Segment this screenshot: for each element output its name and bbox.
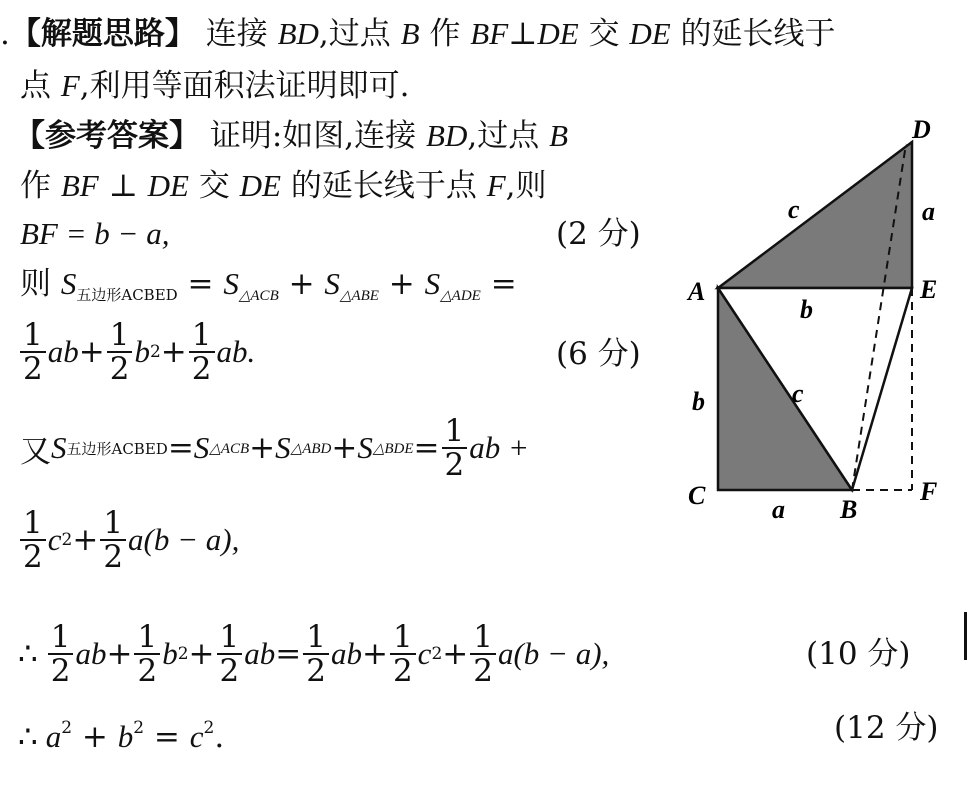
perp-symbol: ⊥ <box>98 168 148 204</box>
fraction-half <box>217 621 243 687</box>
exponent: 2 <box>133 718 145 738</box>
text: . <box>214 719 225 755</box>
numerator: 1 <box>100 507 126 541</box>
numerator: 1 <box>470 621 496 655</box>
fraction-half <box>107 319 133 385</box>
subscript: △ADE <box>440 288 481 304</box>
label-e: E <box>920 275 938 304</box>
text: 则 <box>20 266 61 302</box>
numerator: 1 <box>303 621 329 655</box>
fraction-half <box>134 621 160 687</box>
text: 交 <box>188 168 240 204</box>
area-equation-1 <box>20 264 517 316</box>
point-b: B <box>400 16 420 51</box>
text: ,利用等面积法证明即可. <box>79 68 410 104</box>
area-equation-2 <box>20 408 529 488</box>
term: b <box>134 334 150 369</box>
term: ab <box>47 334 79 369</box>
denominator: 2 <box>50 653 71 689</box>
subscript: 五边形ACBED <box>76 286 178 304</box>
line-prefix: . <box>0 16 10 52</box>
side-c-mid: c <box>792 379 804 408</box>
triangle-aed <box>718 142 912 288</box>
numerator: 1 <box>189 319 215 353</box>
text: 的延长线于 <box>670 16 836 52</box>
denominator: 2 <box>103 539 124 575</box>
denominator: 2 <box>306 653 326 689</box>
score-12: (12 分) <box>834 710 939 746</box>
denominator: 2 <box>191 351 212 387</box>
area-symbol: S <box>357 430 373 465</box>
text: + <box>361 636 388 672</box>
perp-symbol: ⊥ <box>508 16 538 52</box>
segment-de: DE <box>629 16 671 51</box>
fraction-half <box>48 621 74 687</box>
fraction-half <box>189 319 215 385</box>
numerator: 1 <box>390 621 416 655</box>
text: + <box>78 334 105 370</box>
text: = <box>480 266 517 302</box>
numerator: 1 <box>20 319 46 353</box>
term: c <box>189 719 204 754</box>
area-equation-2-cont <box>18 500 239 580</box>
fraction-half <box>303 621 329 687</box>
numerator: 1 <box>217 621 243 655</box>
subscript: △ACB <box>209 440 250 457</box>
text: + <box>72 522 99 558</box>
thinking-line-2 <box>20 66 410 106</box>
point-f: F <box>60 68 80 103</box>
text: + <box>442 636 469 672</box>
exponent: 2 <box>177 644 189 664</box>
text: = <box>275 636 302 672</box>
text: 点 <box>20 68 61 104</box>
segment-bf: BF <box>470 16 509 51</box>
therefore-symbol: ∴ <box>18 636 38 672</box>
thinking-heading: 【解题思路】 <box>9 16 196 52</box>
fraction-half <box>20 507 46 573</box>
side-c-top: c <box>788 195 800 224</box>
text: + <box>278 266 325 302</box>
segment-bf: BF <box>60 168 99 203</box>
denominator: 2 <box>137 653 158 689</box>
side-b-left: b <box>692 387 705 416</box>
label-b: B <box>840 495 858 524</box>
area-symbol: S <box>193 430 210 465</box>
text: = <box>413 430 440 466</box>
denominator: 2 <box>219 653 240 689</box>
subscript: △ACB <box>238 288 279 304</box>
exponent: 2 <box>61 530 73 550</box>
term: ab. <box>216 334 256 369</box>
segment-bd: BD <box>277 16 319 51</box>
text: + <box>378 266 425 302</box>
term: c <box>417 636 432 671</box>
numerator: 1 <box>107 319 133 353</box>
point-f: F <box>486 168 506 203</box>
text: + <box>160 334 187 370</box>
answer-line-3 <box>14 116 568 156</box>
denominator: 2 <box>109 351 130 387</box>
equation-bf: BF = b − a, <box>20 216 170 251</box>
denominator: 2 <box>23 351 43 387</box>
area-symbol: S <box>51 430 67 465</box>
term: ab <box>330 636 362 671</box>
side-a-bottom: a <box>772 495 785 524</box>
denominator: 2 <box>473 653 493 689</box>
text: = <box>144 719 190 755</box>
therefore-symbol: ∴ <box>18 719 38 755</box>
area-symbol: S <box>424 266 441 301</box>
exponent: 2 <box>61 718 73 738</box>
fraction-half <box>100 507 126 573</box>
fraction-half <box>470 621 496 687</box>
term: ab <box>244 636 276 671</box>
area-equation-1-rhs <box>18 312 255 392</box>
segment-bd: BD <box>426 118 468 153</box>
text: + <box>72 719 118 755</box>
side-a-right: a <box>922 197 935 226</box>
term: a(b − a), <box>497 636 610 671</box>
numerator: 1 <box>134 621 160 655</box>
subscript: 五边形ACBED <box>66 439 168 458</box>
text: + <box>331 430 358 466</box>
label-a: A <box>688 277 706 306</box>
score-6: (6 分) <box>556 336 641 372</box>
area-symbol: S <box>223 266 239 301</box>
denominator: 2 <box>444 447 465 483</box>
point-b: B <box>549 118 568 153</box>
area-symbol: S <box>60 266 77 301</box>
text: 作 <box>419 16 471 52</box>
term: c <box>47 522 62 557</box>
term: ab + <box>469 430 529 465</box>
numerator: 1 <box>20 507 46 541</box>
combined-equation <box>18 614 609 694</box>
label-d: D <box>912 115 931 144</box>
final-equation <box>18 708 224 757</box>
text: 交 <box>578 16 630 52</box>
text: 的延长线于点 <box>280 168 487 204</box>
exponent: 2 <box>149 342 161 362</box>
fraction-half <box>442 415 468 481</box>
area-symbol: S <box>324 266 340 301</box>
text: ,过点 <box>318 16 401 52</box>
subscript: △ABD <box>290 440 332 457</box>
numerator: 1 <box>48 621 74 655</box>
answer-line-4 <box>20 166 547 206</box>
denominator: 2 <box>392 653 413 689</box>
geometry-diagram <box>680 110 970 530</box>
margin-bar <box>964 612 967 660</box>
term: a(b − a), <box>128 522 240 557</box>
text: = <box>177 266 224 302</box>
term: ab <box>75 636 107 671</box>
exponent: 2 <box>203 718 215 738</box>
fraction-half <box>20 319 46 385</box>
term: a <box>45 719 62 754</box>
fraction-half <box>390 621 416 687</box>
text: 又 <box>20 433 51 470</box>
term: b <box>117 719 134 754</box>
score-10: (10 分) <box>806 636 911 672</box>
answer-heading: 【参考答案】 <box>14 118 200 154</box>
text: ,则 <box>505 168 547 204</box>
denominator: 2 <box>23 539 43 575</box>
subscript: △ABE <box>339 288 379 304</box>
side-b-mid: b <box>800 295 813 324</box>
exponent: 2 <box>431 644 443 664</box>
thinking-line-1 <box>0 14 836 54</box>
subscript: △BDE <box>372 440 414 457</box>
text: 作 <box>20 168 61 204</box>
text: 连接 <box>205 16 278 52</box>
label-f: F <box>920 477 938 506</box>
numerator: 1 <box>442 415 468 449</box>
text: + <box>249 430 276 466</box>
term: b <box>162 636 178 671</box>
text: 证明:如图,连接 <box>209 118 427 154</box>
segment-de: DE <box>537 16 579 51</box>
text: = <box>167 430 194 466</box>
score-2: (2 分) <box>556 216 641 252</box>
area-symbol: S <box>275 430 291 465</box>
text: + <box>106 636 133 672</box>
segment-de: DE <box>147 168 189 203</box>
segment-de: DE <box>239 168 281 203</box>
text: + <box>188 636 215 672</box>
label-c: C <box>688 481 706 510</box>
text: ,过点 <box>467 118 550 154</box>
